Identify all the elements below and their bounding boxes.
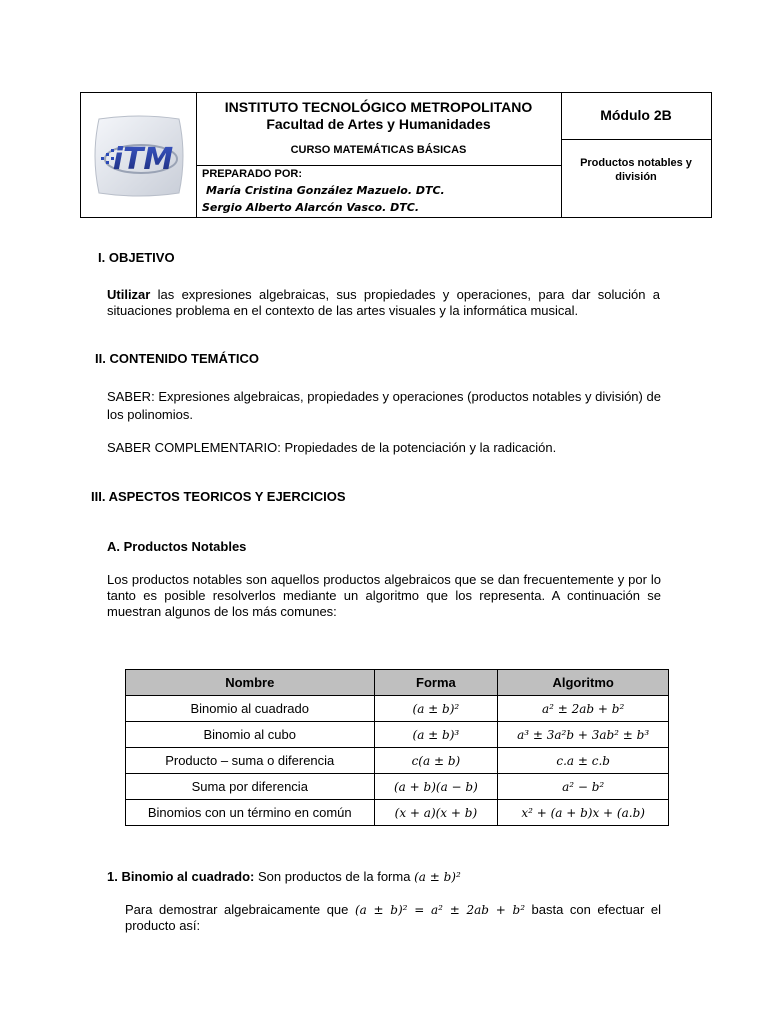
author-2: Sergio Alberto Alarcón Vasco. DTC. [202, 201, 419, 214]
binomio-cuadrado-line [107, 869, 667, 885]
binomio-demo-math: (a ± b)² = a² ± 2ab + b² [354, 903, 525, 917]
cell-forma: (x + a)(x + b) [374, 800, 498, 826]
subsection-productos-notables: A. Productos Notables [107, 539, 247, 554]
module-topic: Productos notables y división [580, 157, 692, 183]
cell-algoritmo: a³ ± 3a²b + 3ab² ± b³ [498, 722, 669, 748]
cell-forma: (a ± b)² [374, 696, 498, 722]
saber-complementario-text: SABER COMPLEMENTARIO: Propiedades de la potenciación y la radicación. [107, 440, 557, 455]
productos-notables-intro: Los productos notables son aquellos productos algebraicos que se dan frecuentemente y por lo tanto es posible resolverlos mediante un algoritmo que los representa. A continuación se muestran algunos de los más comunes: [107, 572, 661, 619]
module-label: Módulo 2B [600, 107, 672, 123]
cell-nombre: Binomio al cuadrado [126, 696, 375, 722]
cell-nombre: Binomio al cubo [126, 722, 375, 748]
cell-nombre: Binomios con un término en común [126, 800, 375, 826]
cell-algoritmo: x² + (a + b)x + (a.b) [498, 800, 669, 826]
column-header-algoritmo: Algoritmo [498, 670, 669, 696]
binomio-demo-b: basta con efectuar el producto así: [125, 902, 661, 933]
cell-forma: (a + b)(a − b) [374, 774, 498, 800]
objetivo-text [107, 287, 660, 319]
header-middle [196, 93, 562, 217]
logo-cell [81, 93, 197, 217]
column-header-forma: Forma [374, 670, 498, 696]
faculty-name: Facultad de Artes y Humanidades [266, 116, 491, 132]
logo-text: iTM [112, 142, 174, 177]
table-row [126, 774, 669, 800]
objetivo-lead: Utilizar [107, 287, 151, 302]
objetivo-body: las expresiones algebraicas, sus propiedades y operaciones, para dar solución a situaciones problema en el contexto de las artes visuales y la informática musical. [107, 287, 660, 318]
table-row [126, 800, 669, 826]
itm-logo [91, 113, 187, 199]
document-header [80, 92, 712, 218]
institution-name: INSTITUTO TECNOLÓGICO METROPOLITANO [224, 99, 533, 115]
cell-nombre: Producto – suma o diferencia [126, 748, 375, 774]
column-header-nombre: Nombre [126, 670, 375, 696]
binomio-demo-a: Para demostrar algebraicamente que [125, 902, 355, 917]
cell-algoritmo: a² − b² [498, 774, 669, 800]
cell-algoritmo: c.a ± c.b [498, 748, 669, 774]
prepared-by-label: PREPARADO POR: [202, 168, 303, 180]
table-row [126, 722, 669, 748]
cell-algoritmo: a² ± 2ab + b² [498, 696, 669, 722]
cell-nombre: Suma por diferencia [126, 774, 375, 800]
cell-forma: c(a ± b) [374, 748, 498, 774]
table-row [126, 748, 669, 774]
table-row [126, 696, 669, 722]
productos-notables-table [125, 669, 669, 826]
binomio-cuadrado-text: Son productos de la forma [254, 869, 415, 884]
header-right [561, 93, 711, 217]
binomio-cuadrado-title: 1. Binomio al cuadrado: [107, 869, 255, 884]
cell-forma: (a ± b)³ [374, 722, 498, 748]
section-objetivo-heading: I. OBJETIVO [98, 250, 175, 265]
binomio-cuadrado-form: (a ± b)² [414, 870, 461, 884]
binomio-demo-text [125, 902, 661, 934]
section-aspectos-heading: III. ASPECTOS TEORICOS Y EJERCICIOS [91, 489, 346, 504]
section-contenido-heading: II. CONTENIDO TEMÁTICO [95, 351, 259, 366]
course-name: CURSO MATEMÁTICAS BÁSICAS [290, 144, 467, 156]
saber-text: SABER: Expresiones algebraicas, propiedades y operaciones (productos notables y división) de los polinomios. [107, 389, 661, 422]
table-header-row [126, 670, 669, 696]
author-1: María Cristina González Mazuelo. DTC. [206, 184, 445, 197]
